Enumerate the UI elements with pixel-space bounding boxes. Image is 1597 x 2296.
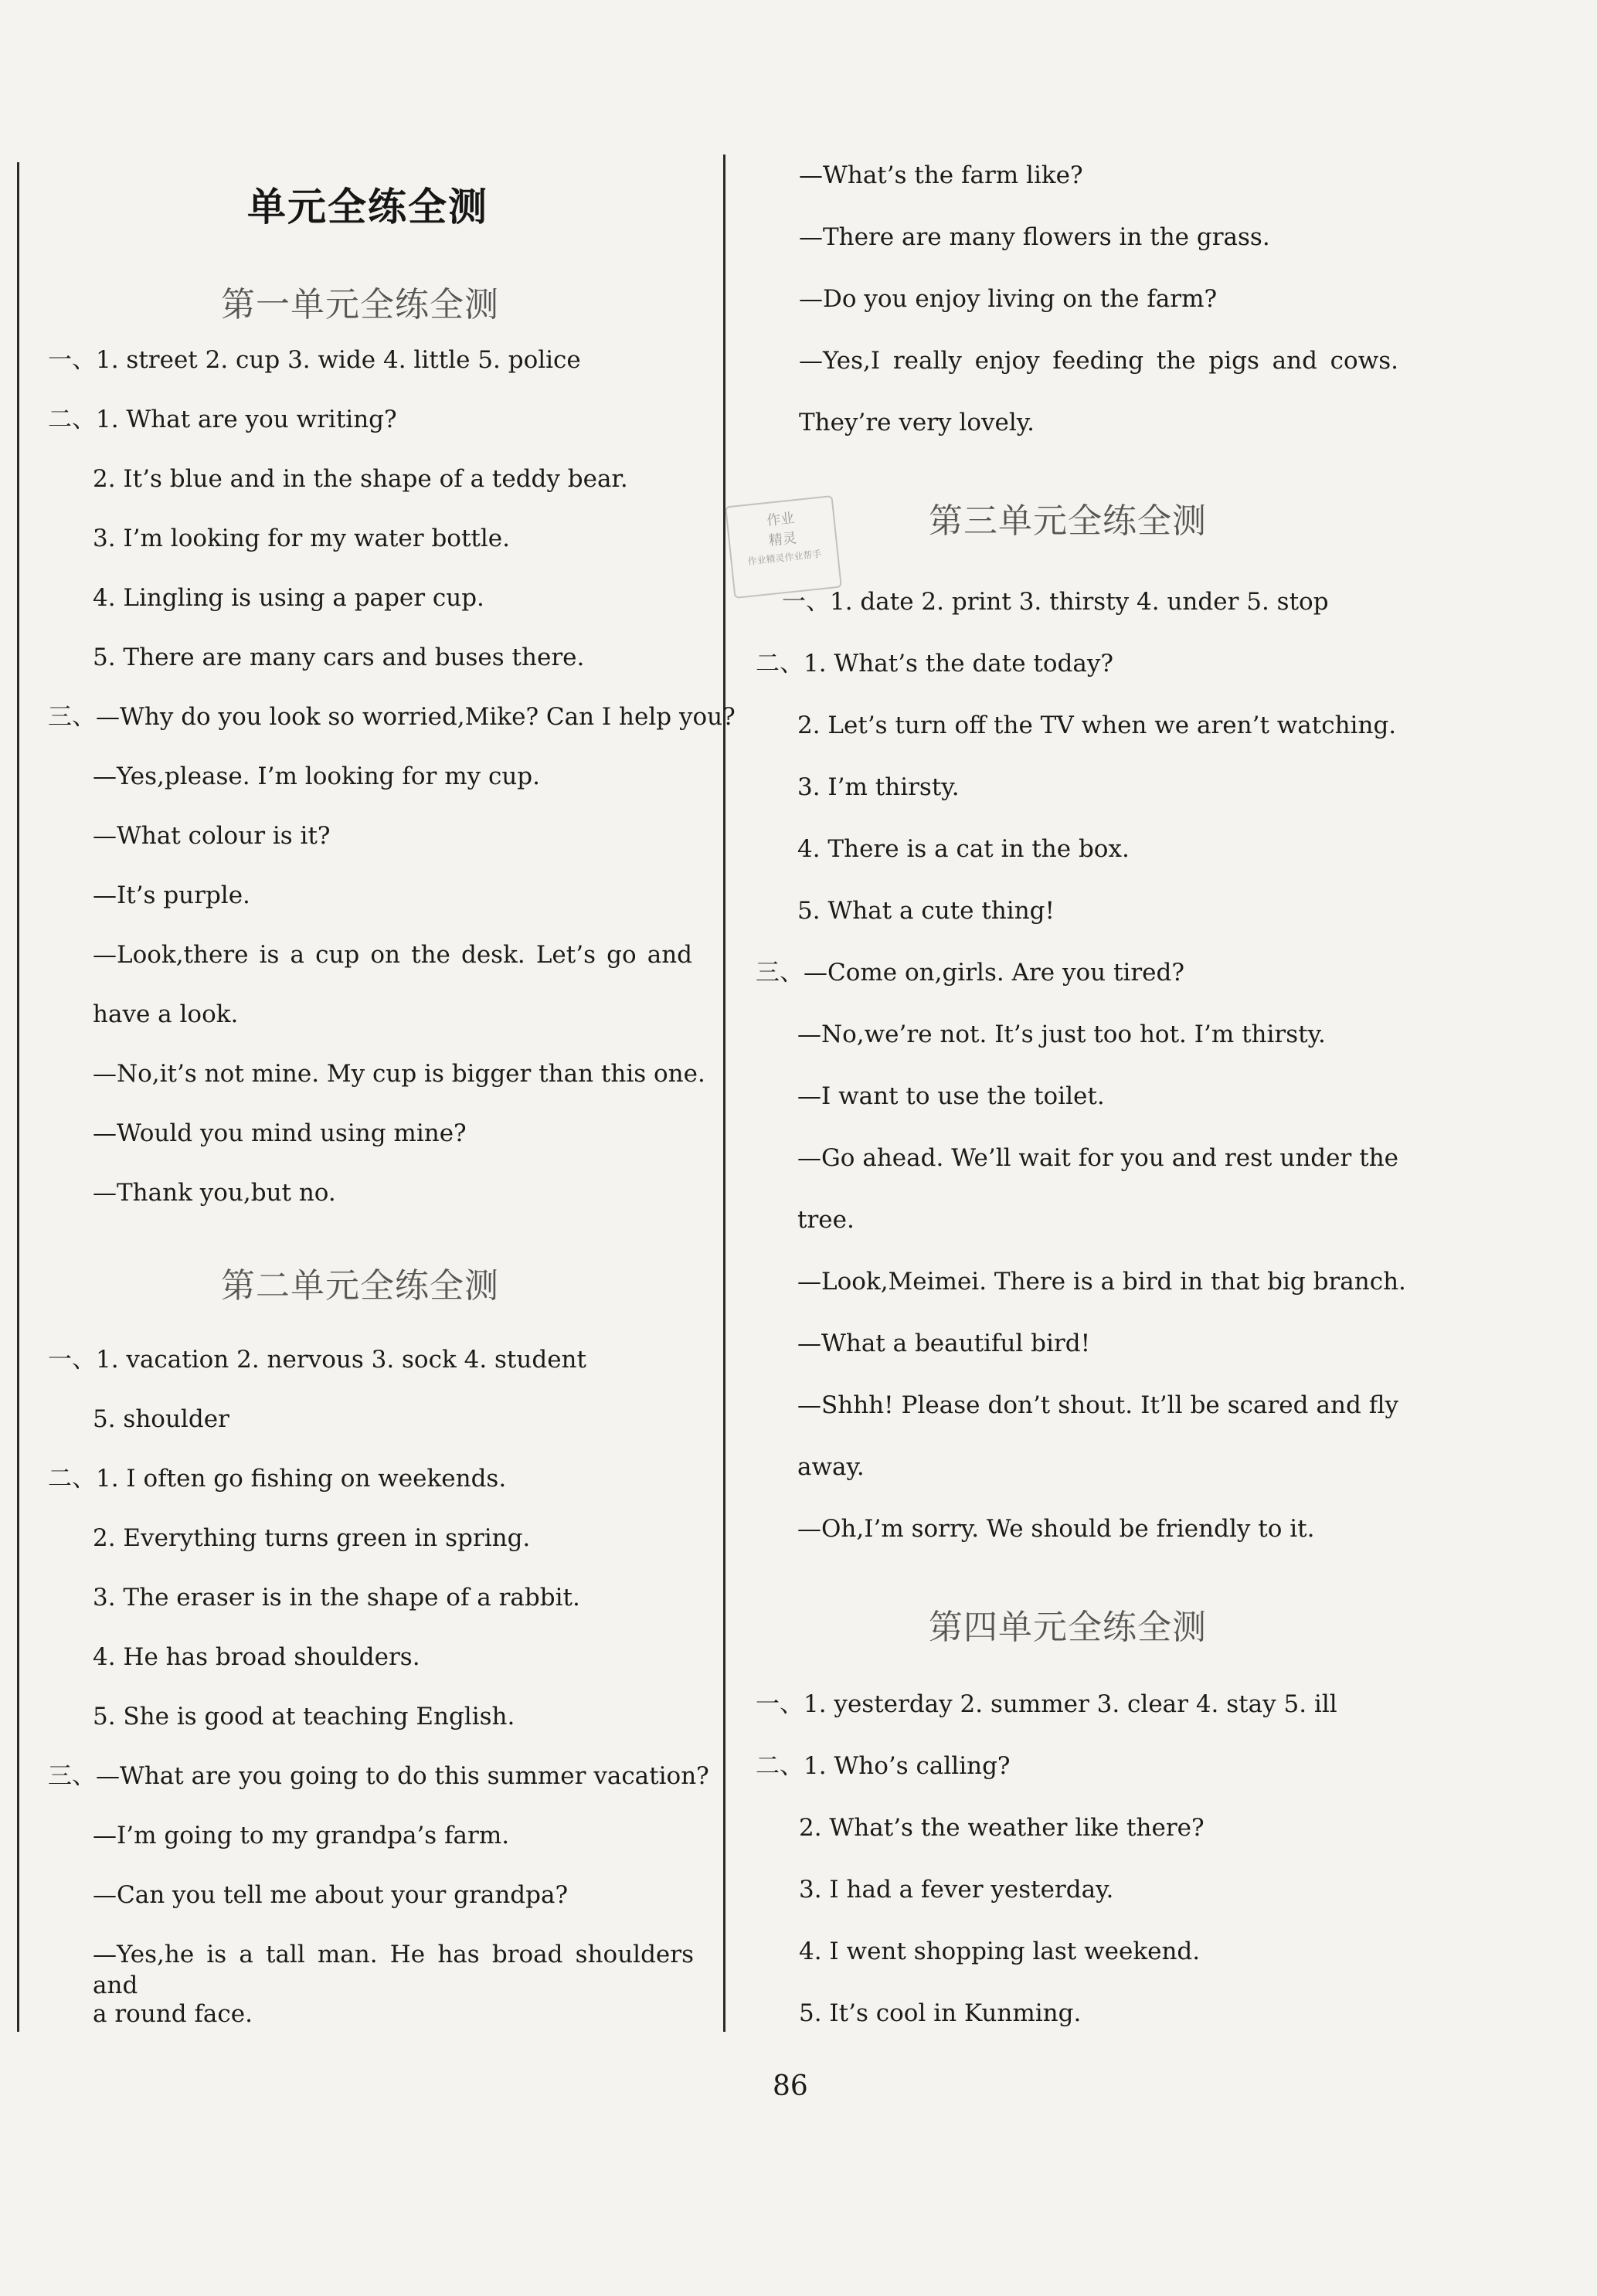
answer-line: They’re very lovely.: [799, 409, 1035, 436]
answer-line: 2. Everything turns green in spring.: [93, 1524, 531, 1552]
answer-line: 一、1. vacation 2. nervous 3. sock 4. student: [48, 1346, 586, 1374]
section-heading-unit1: 第一单元全练全测: [221, 285, 499, 324]
answer-line: —What colour is it?: [93, 822, 331, 850]
left-margin-rule: [17, 162, 19, 2032]
stamp-text: 精灵: [768, 530, 798, 549]
stamp-text: 作业: [766, 510, 796, 530]
answer-line: 一、1. yesterday 2. summer 3. clear 4. stay 5. ill: [756, 1690, 1337, 1718]
answer-line: 5. She is good at teaching English.: [93, 1703, 515, 1730]
answer-line: 2. Let’s turn off the TV when we aren’t watching.: [797, 712, 1397, 739]
answer-line: 3. I’m thirsty.: [797, 773, 960, 801]
answer-line: 5. It’s cool in Kunming.: [799, 1999, 1082, 2027]
answer-line: —Yes,I really enjoy feeding the pigs and cows.: [799, 347, 1398, 375]
answer-line: 三、—What are you going to do this summer vacation?: [48, 1762, 709, 1790]
answer-line: —I want to use the toilet.: [797, 1082, 1105, 1110]
stamp-text: 作业精灵作业帮手: [746, 548, 822, 567]
answer-line: a round face.: [93, 2000, 253, 2028]
answer-line: —Look,Meimei. There is a bird in that big branch.: [797, 1268, 1406, 1296]
answer-line: 4. I went shopping last weekend.: [799, 1938, 1201, 1965]
answer-line: 2. It’s blue and in the shape of a teddy bear.: [93, 465, 628, 493]
answer-line: 3. I’m looking for my water bottle.: [93, 525, 510, 552]
answer-line: —It’s purple.: [93, 881, 250, 909]
answer-line: 三、—Come on,girls. Are you tired?: [756, 959, 1184, 987]
answer-line: 2. What’s the weather like there?: [799, 1814, 1205, 1842]
answer-line: 三、—Why do you look so worried,Mike? Can I help you?: [48, 703, 736, 731]
answer-line: 4. There is a cat in the box.: [797, 835, 1130, 863]
answer-line: tree.: [797, 1206, 855, 1234]
watermark-stamp: [725, 495, 842, 599]
answer-line: 一、1. date 2. print 3. thirsty 4. under 5. stop: [782, 588, 1329, 616]
answer-line: —Would you mind using mine?: [93, 1119, 467, 1147]
page-number: 86: [773, 2070, 808, 2102]
answer-line: —There are many flowers in the grass.: [799, 223, 1270, 251]
answer-line: 4. Lingling is using a paper cup.: [93, 584, 484, 612]
page-title: 单元全练全测: [247, 185, 488, 229]
answer-line: 一、1. street 2. cup 3. wide 4. little 5. police: [48, 346, 581, 374]
section-heading-unit3: 第三单元全练全测: [929, 501, 1207, 541]
answer-line: —What’s the farm like?: [799, 161, 1083, 189]
section-heading-unit4: 第四单元全练全测: [929, 1608, 1207, 1647]
answer-line: 5. There are many cars and buses there.: [93, 644, 585, 671]
answer-line: —What a beautiful bird!: [797, 1330, 1091, 1357]
answer-line: 二、1. I often go fishing on weekends.: [48, 1465, 507, 1493]
answer-line: 3. I had a fever yesterday.: [799, 1876, 1114, 1904]
answer-line: away.: [797, 1453, 865, 1481]
answer-line: —Thank you,but no.: [93, 1179, 336, 1207]
answer-line: —Go ahead. We’ll wait for you and rest under the: [797, 1144, 1398, 1172]
answer-line: 二、1. Who’s calling?: [756, 1752, 1011, 1780]
answer-line: —Do you enjoy living on the farm?: [799, 285, 1218, 313]
answer-line: —Oh,I’m sorry. We should be friendly to it.: [797, 1515, 1315, 1543]
answer-line: —Yes,please. I’m looking for my cup.: [93, 763, 540, 790]
section-heading-unit2: 第二单元全练全测: [221, 1266, 499, 1306]
answer-line: —Shhh! Please don’t shout. It’ll be scared and fly: [797, 1391, 1398, 1419]
answer-line: —Can you tell me about your grandpa?: [93, 1881, 569, 1909]
answer-line: —I’m going to my grandpa’s farm.: [93, 1822, 510, 1849]
answer-line: —No,we’re not. It’s just too hot. I’m thirsty.: [797, 1021, 1326, 1048]
answer-line: have a look.: [93, 1000, 239, 1028]
answer-line: 二、1. What’s the date today?: [756, 650, 1114, 678]
answer-line: —Yes,he is a tall man. He has broad shoulders and: [93, 1941, 694, 1999]
answer-line: —No,it’s not mine. My cup is bigger than this one.: [93, 1060, 705, 1088]
column-divider: [723, 155, 725, 2032]
answer-line: 二、1. What are you writing?: [48, 406, 397, 433]
answer-line: 5. shoulder: [93, 1405, 229, 1433]
answer-line: 3. The eraser is in the shape of a rabbit.: [93, 1584, 580, 1612]
answer-line: —Look,there is a cup on the desk. Let’s go and: [93, 941, 692, 969]
answer-line: 4. He has broad shoulders.: [93, 1643, 420, 1671]
answer-line: 5. What a cute thing!: [797, 897, 1055, 925]
